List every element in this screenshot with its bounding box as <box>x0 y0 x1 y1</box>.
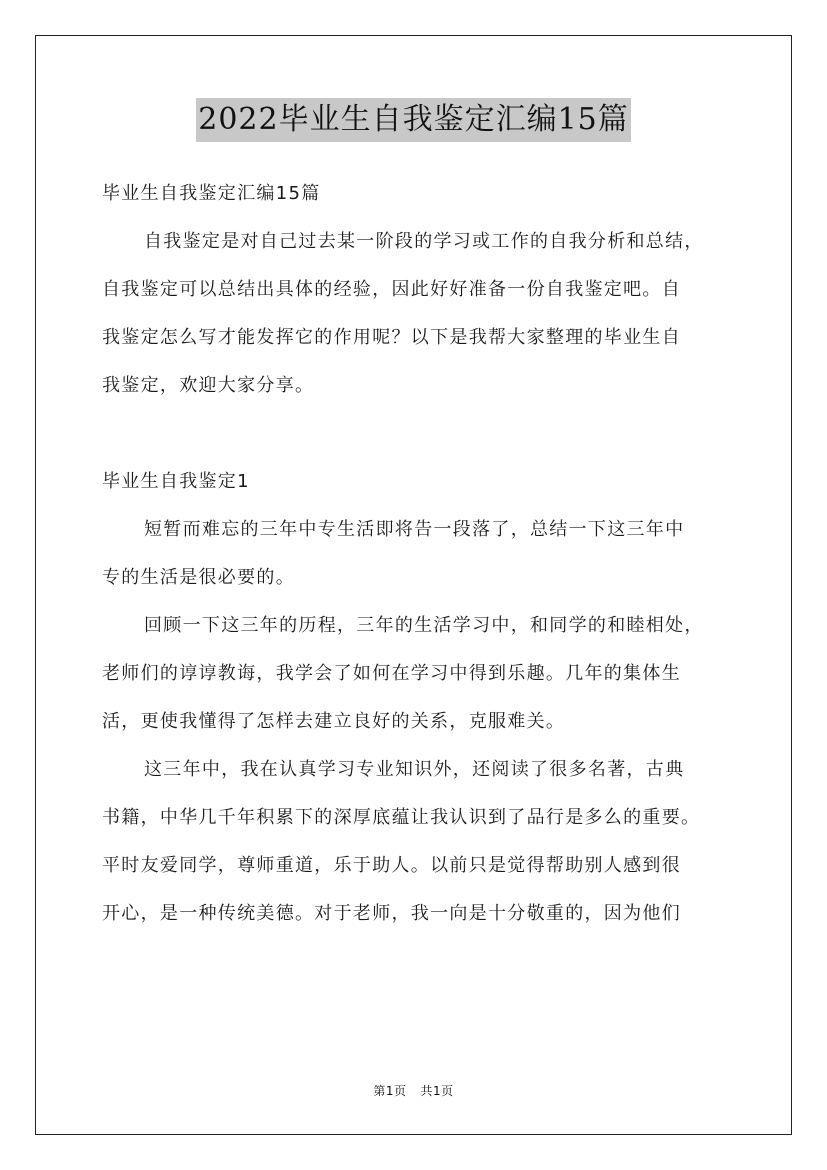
section-heading: 毕业生自我鉴定汇编15篇 <box>102 183 321 204</box>
paragraph-line: 自我鉴定可以总结出具体的经验，因此好好准备一份自我鉴定吧。自 <box>102 279 681 300</box>
paragraph-line: 短暂而难忘的三年中专生活即将告一段落了，总结一下这三年中 <box>144 519 685 540</box>
paragraph-line: 我鉴定，欢迎大家分享。 <box>102 375 315 396</box>
section-heading: 毕业生自我鉴定1 <box>102 471 250 492</box>
paragraph-line: 书籍，中华几千年积累下的深厚底蕴让我认识到了品行是多么的重要。 <box>102 807 701 828</box>
paragraph-line: 这三年中，我在认真学习专业知识外，还阅读了很多名著，古典 <box>144 759 685 780</box>
paragraph-line: 我鉴定怎么写才能发挥它的作用呢？以下是我帮大家整理的毕业生自 <box>102 327 681 348</box>
paragraph-line: 回顾一下这三年的历程，三年的生活学习中，和同学的和睦相处， <box>144 615 704 636</box>
page-number-total: 共1页 <box>420 1084 454 1098</box>
paragraph-line: 开心，是一种传统美德。对于老师，我一向是十分敬重的，因为他们 <box>102 903 681 924</box>
paragraph-line: 平时友爱同学，尊师重道，乐于助人。以前只是觉得帮助别人感到很 <box>102 855 681 876</box>
paragraph-line: 老师们的谆谆教诲，我学会了如何在学习中得到乐趣。几年的集体生 <box>102 663 681 684</box>
paragraph-gap <box>102 410 732 458</box>
document-title <box>0 98 827 142</box>
paragraph-line: 自我鉴定是对自己过去某一阶段的学习或工作的自我分析和总结， <box>144 231 704 252</box>
document-body <box>102 170 732 938</box>
page-footer <box>0 1082 827 1099</box>
paragraph-line: 专的生活是很必要的。 <box>102 567 295 588</box>
paragraph-line: 活，更使我懂得了怎样去建立良好的关系，克服难关。 <box>102 711 566 732</box>
page-number-current: 第1页 <box>373 1084 407 1098</box>
document-title-text: 2022毕业生自我鉴定汇编15篇 <box>196 98 631 142</box>
